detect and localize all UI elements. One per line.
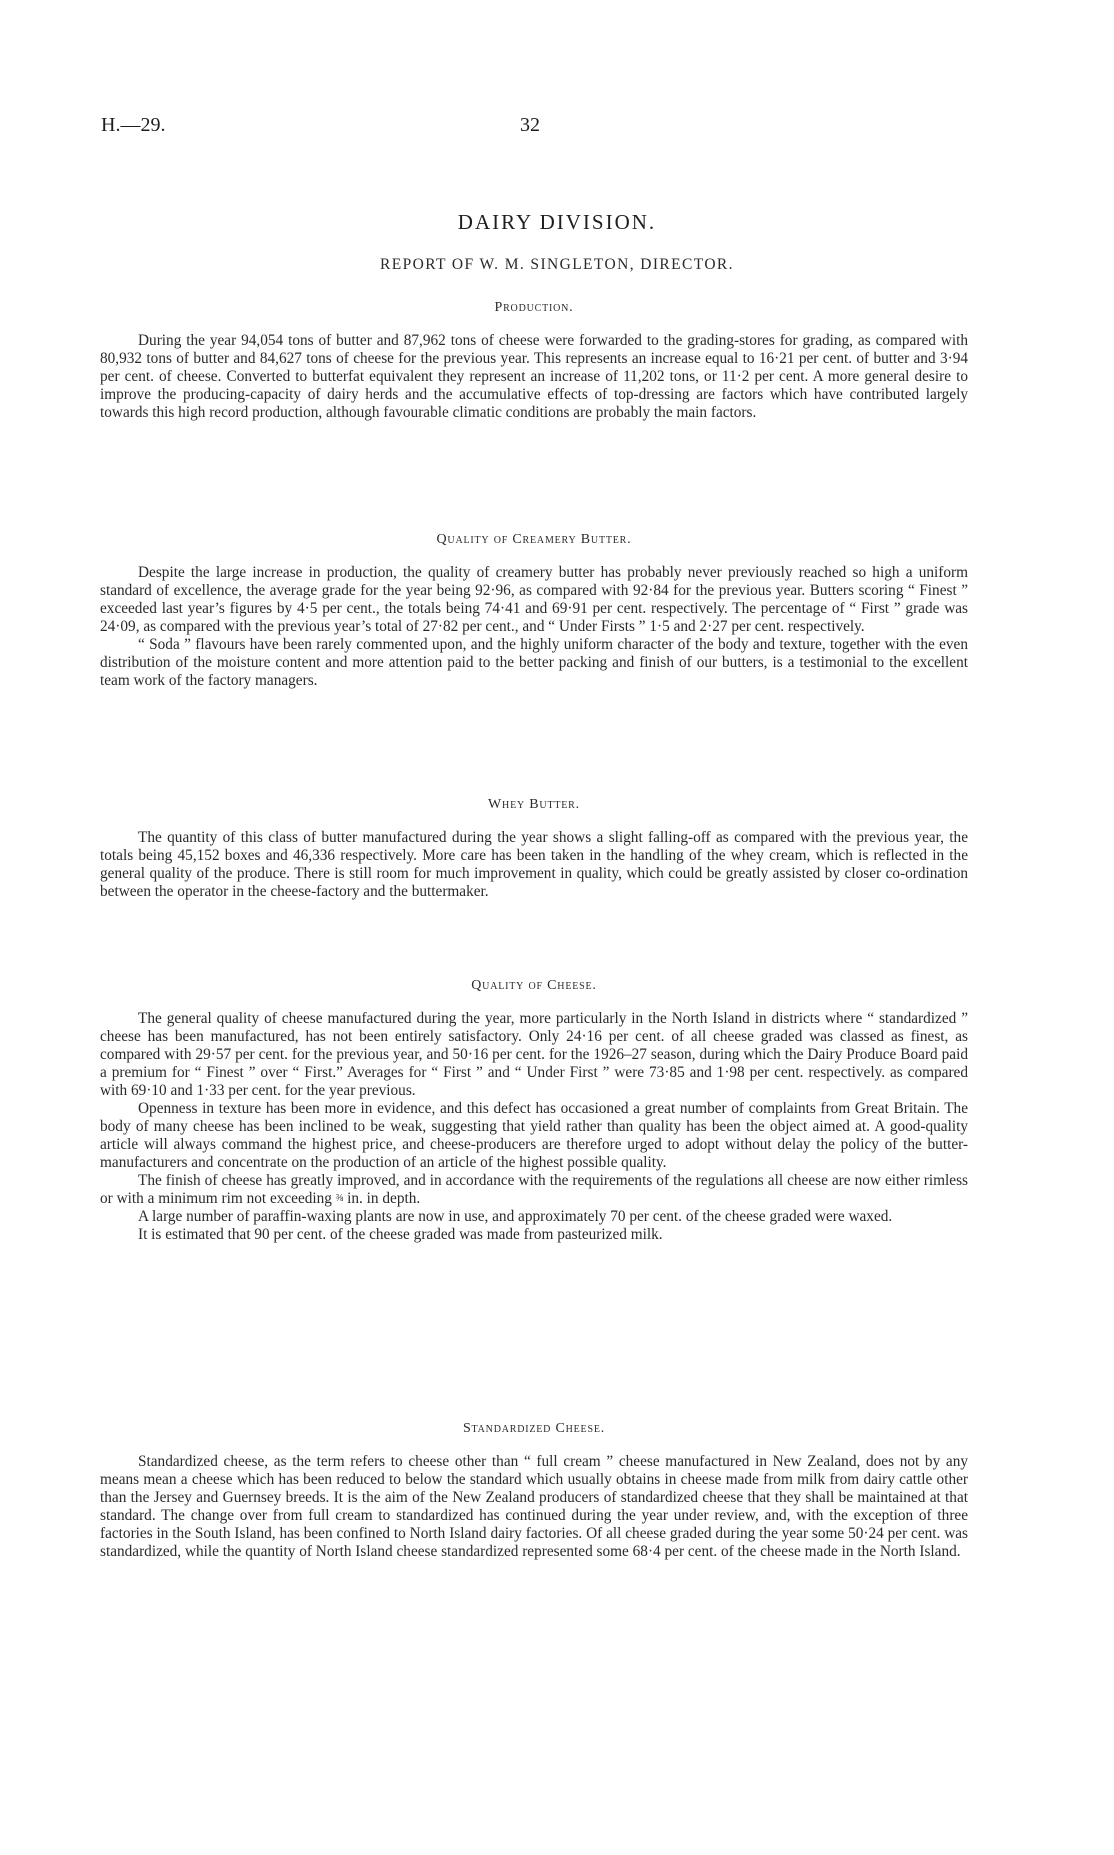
paragraph: A large number of paraffin-waxing plants are now in use, and approximately 70 per cent. of the cheese graded were waxed. — [138, 1208, 893, 1225]
paragraph: Despite the large increase in production, the quality of creamery butter has probably never previously reached so high a uniform standard of excellence, the average grade for the year being 92·96, as compared with 92·84 for the previous year. Butters scoring “ Finest ” exceeded last year’s figures by 4·5 per cent., the totals being 74·41 and 69·91 per cent. respectively. The percentage of “ First ” grade was 24·09, as compared with the previous year’s total of 27·82 per cent., and “ Under Firsts ” 1·5 and 2·27 per cent. respectively. — [100, 564, 968, 635]
page-number: 32 — [520, 114, 540, 136]
document-title: DAIRY DIVISION. — [457, 210, 657, 234]
paragraph: The general quality of cheese manufactured during the year, more particularly in the North Island in districts where “ standardized ” cheese has been manufactured, has not been entirely satisfactory. Only 24·16 per cent. of all cheese graded was classed as finest, as compared with 29·57 per cent. for the previous year, and 50·16 per cent. for the 1926–27 season, during which the Dairy Produce Board paid a premium for “ Finest ” over “ First.” Averages for “ First ” and “ Under First ” were 73·85 and 1·98 per cent. respectively. as compared with 69·10 and 1·33 per cent. for the year previous. — [100, 1010, 968, 1099]
paragraph: Standardized cheese, as the term refers to cheese other than “ full cream ” cheese manufactured in New Zealand, does not by any means mean a cheese which has been reduced to below the standard which usually obtains in cheese made from milk from dairy cattle other than the Jersey and Guernsey breeds. It is the aim of the New Zealand producers of standardized cheese that they shall be maintained at that standard. The change over from full cream to standardized has continued during the year under review, and, with the exception of three factories in the South Island, has been confined to North Island dairy factories. Of all cheese graded during the year some 50·24 per cent. was standardized, while the quantity of North Island cheese standardized represented some 68·4 per cent. of the cheese made in the North Island. — [100, 1453, 968, 1560]
section-whey-butter — [100, 797, 968, 901]
section-standardized-cheese — [100, 1421, 968, 1561]
paragraph: Openness in texture has been more in evidence, and this defect has occasioned a great number of complaints from Great Britain. The body of many cheese has been inclined to be weak, suggesting that yield rather than quality has been the object aimed at. A good-quality article will always command the highest price, and cheese-producers are therefore urged to adopt without delay the policy of the butter-manufacturers and concentrate on the production of an article of the highest possible quality. — [100, 1100, 968, 1171]
section-quality-creamery-butter — [100, 532, 968, 690]
paragraph-text: The finish of cheese has greatly improved, and in accordance with the requirements of the regulations all cheese are now either rimless or with a minimum rim not exceeding — [100, 1172, 968, 1207]
paragraph: It is estimated that 90 per cent. of the cheese graded was made from pasteurized milk. — [138, 1226, 663, 1243]
paragraph: The quantity of this class of butter manufactured during the year shows a slight falling-off as compared with the previous year, the totals being 45,152 boxes and 46,336 respectively. More care has been taken in the handling of the whey cream, which is reflected in the general quality of the produce. There is still room for much improvement in quality, which could be greatly assisted by closer co-ordination between the operator in the cheese-factory and the buttermaker. — [100, 829, 968, 900]
section-heading: Quality of Creamery Butter. — [436, 532, 632, 547]
rim-tail: in. in depth. — [343, 1190, 421, 1207]
section-production — [100, 300, 968, 422]
paragraph-rim — [100, 1172, 968, 1208]
section-heading: Whey Butter. — [488, 797, 580, 812]
report-reference: H.—29. — [101, 114, 166, 136]
section-quality-of-cheese — [100, 978, 968, 1244]
paragraph: During the year 94,054 tons of butter and 87,962 tons of cheese were forwarded to the grading-stores for grading, as compared with 80,932 tons of butter and 84,627 tons of cheese for the previous year. This represents an increase equal to 16·21 per cent. of butter and 3·94 per cent. of cheese. Converted to butterfat equivalent they represent an increase of 11,202 tons, or 11·2 per cent. A more general desire to improve the producing-capacity of dairy herds and the accumulative effects of top-dressing are factors which have contributed largely towards this high record production, although favourable climatic conditions are probably the main factors. — [100, 332, 968, 421]
paragraph: “ Soda ” flavours have been rarely commented upon, and the highly uniform character of the body and texture, together with the even distribution of the moisture content and more attention paid to the better packing and finish of our butters, is a testimonial to the excellent team work of the factory managers. — [100, 636, 968, 689]
section-heading: Quality of Cheese. — [471, 978, 597, 993]
rim-fraction: ⅜ — [335, 1193, 344, 1204]
document-subtitle: REPORT OF W. M. SINGLETON, DIRECTOR. — [380, 256, 734, 273]
section-heading: Production. — [494, 300, 574, 315]
section-heading: Standardized Cheese. — [462, 1421, 606, 1436]
